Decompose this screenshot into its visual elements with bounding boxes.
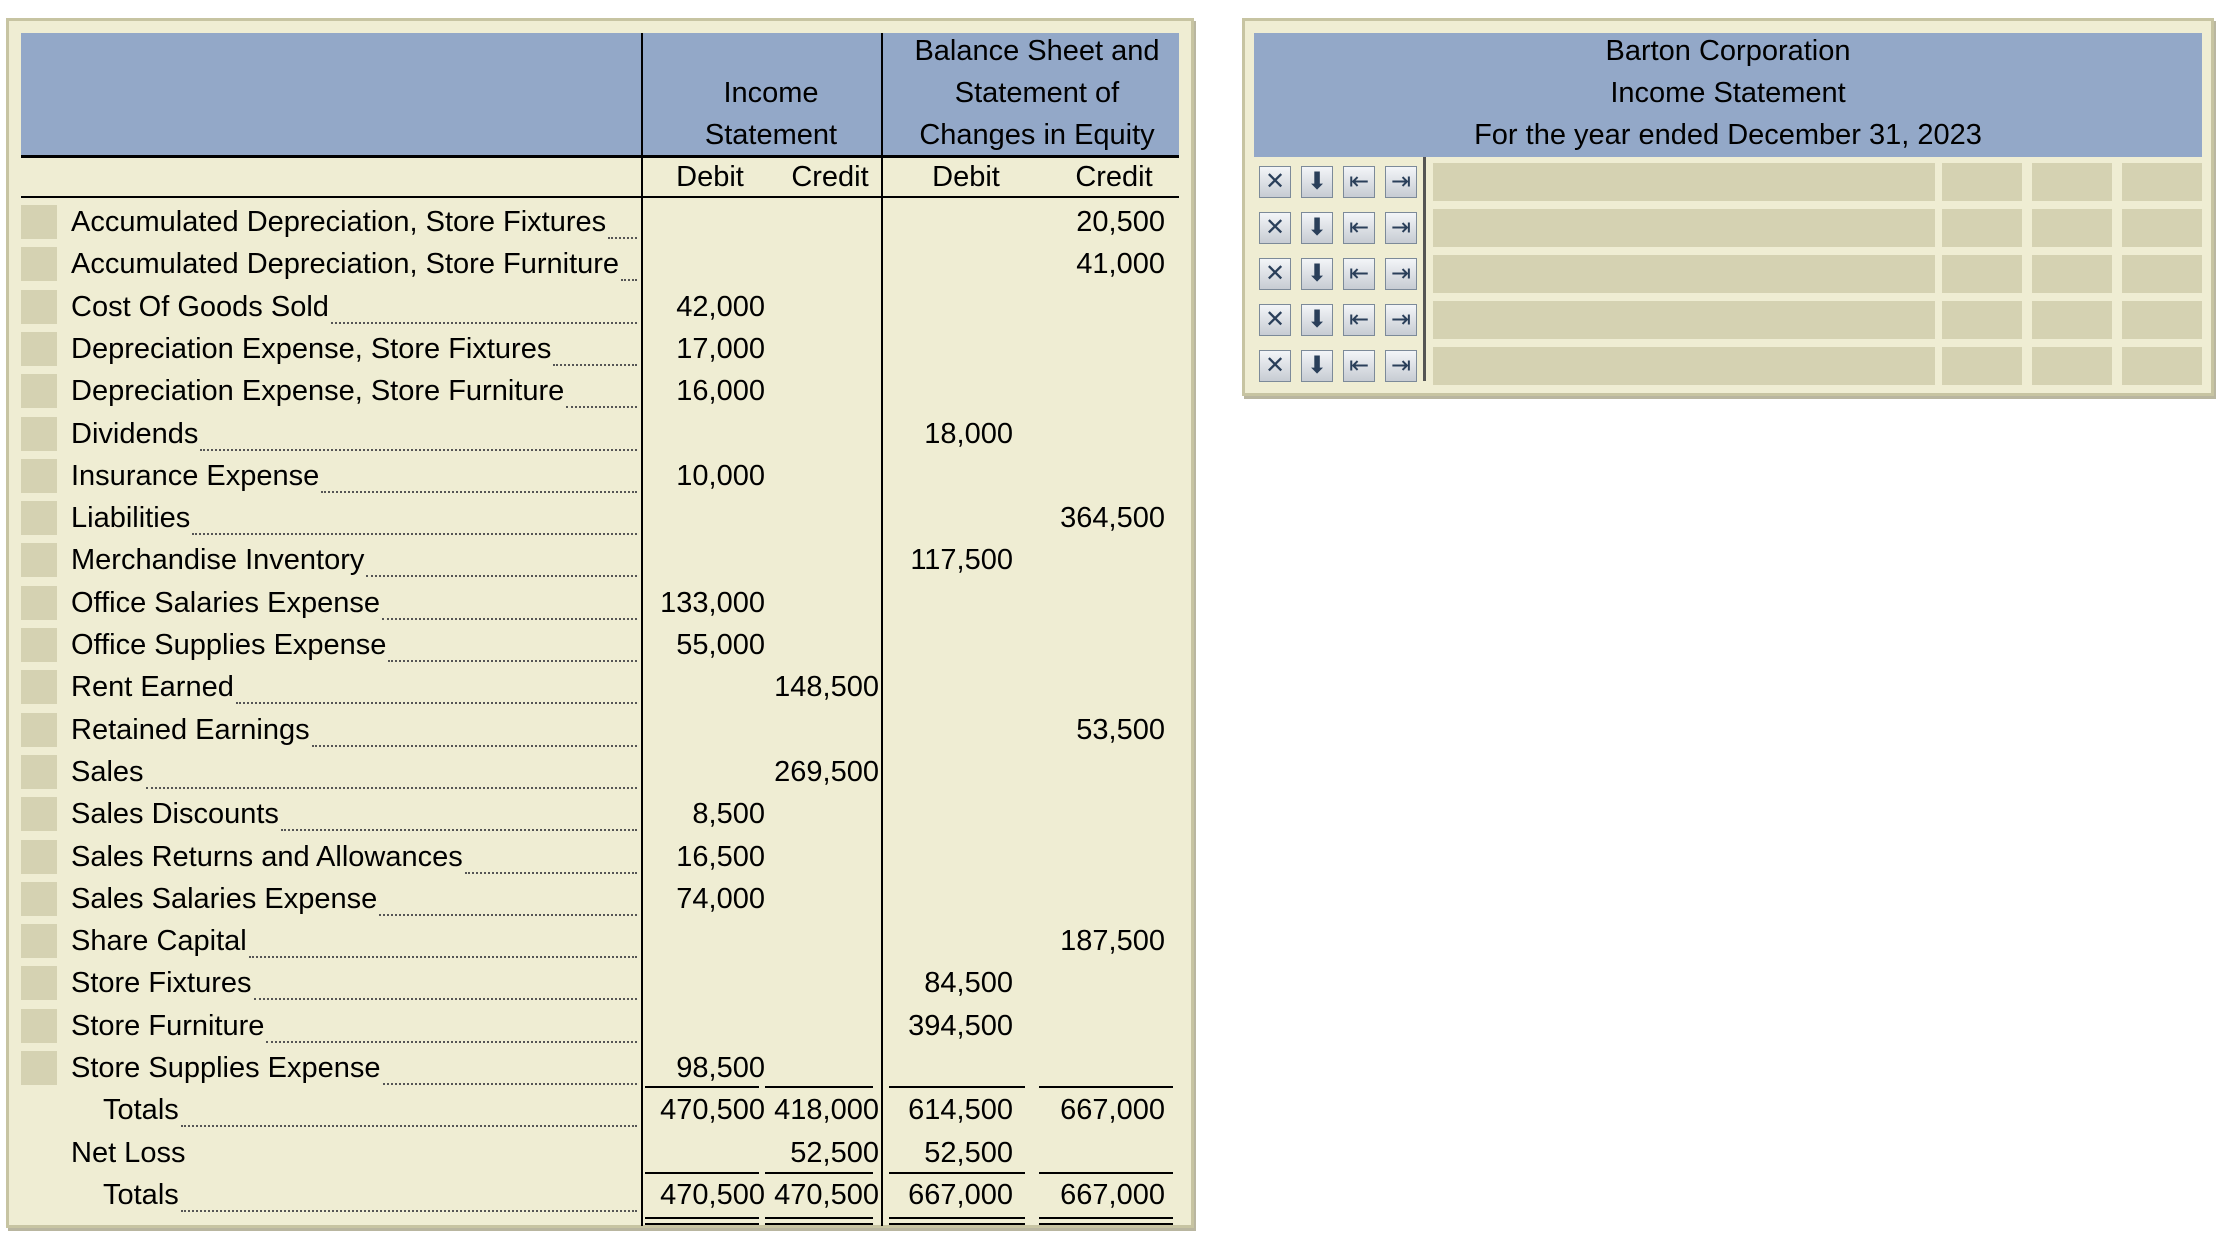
amount-input-3[interactable] xyxy=(2122,255,2202,293)
outdent-icon[interactable]: ⇤ xyxy=(1343,258,1375,290)
insert-row-icon[interactable]: ⬇ xyxy=(1301,212,1333,244)
amount-input-2[interactable] xyxy=(2032,163,2112,201)
account-label: Accumulated Depreciation, Store Fixtures xyxy=(71,206,607,238)
account-label: Merchandise Inventory xyxy=(71,544,365,577)
amount-input-1[interactable] xyxy=(1942,163,2022,201)
statement-title: Income Statement xyxy=(1610,77,1846,109)
bs-debit-header: Debit xyxy=(932,161,1000,193)
double-rule xyxy=(765,1223,873,1225)
double-rule xyxy=(889,1223,1025,1225)
indent-icon[interactable]: ⇥ xyxy=(1385,258,1417,290)
row-select-box[interactable] xyxy=(21,628,57,662)
account-label: Sales Discounts xyxy=(71,798,279,831)
leader-dots xyxy=(249,956,637,958)
leader-dots xyxy=(621,279,637,281)
row-select-box[interactable] xyxy=(21,755,57,789)
account-label: Totals xyxy=(103,1178,179,1211)
amount-bs-credit: 364,500 xyxy=(1060,502,1165,535)
amount-input-3[interactable] xyxy=(2122,301,2202,339)
amount-is-debit: 10,000 xyxy=(676,459,765,492)
bs-credit-header: Credit xyxy=(1075,161,1153,193)
amount-input-2[interactable] xyxy=(2032,255,2112,293)
leader-dots xyxy=(379,914,637,916)
subtotal-rule xyxy=(889,1086,1025,1088)
row-select-box[interactable] xyxy=(21,543,57,577)
row-select-box[interactable] xyxy=(21,670,57,704)
header-rule xyxy=(21,155,1179,158)
row-select-box[interactable] xyxy=(21,417,57,451)
amount-is-debit: 74,000 xyxy=(676,882,765,915)
delete-row-icon[interactable]: ✕ xyxy=(1259,350,1291,382)
indent-icon[interactable]: ⇥ xyxy=(1385,166,1417,198)
delete-row-icon[interactable]: ✕ xyxy=(1259,212,1291,244)
is-debit-header: Debit xyxy=(676,161,744,193)
insert-row-icon[interactable]: ⬇ xyxy=(1301,304,1333,336)
row-select-box[interactable] xyxy=(21,882,57,916)
double-rule xyxy=(1039,1223,1173,1225)
leader-dots xyxy=(254,998,637,1000)
net-loss-rule xyxy=(889,1172,1025,1174)
controls-divider xyxy=(1423,157,1426,381)
amount-is-credit: 52,500 xyxy=(790,1136,879,1169)
amount-is-credit: 418,000 xyxy=(774,1094,879,1127)
double-rule xyxy=(889,1217,1025,1219)
amount-input-1[interactable] xyxy=(1942,209,2022,247)
leader-dots xyxy=(312,745,637,747)
delete-row-icon[interactable]: ✕ xyxy=(1259,258,1291,290)
double-rule xyxy=(765,1217,873,1219)
balance-sheet-heading-line2: Statement of xyxy=(954,77,1120,109)
amount-bs-credit: 667,000 xyxy=(1060,1178,1165,1211)
leader-dots xyxy=(200,449,637,451)
row-select-box[interactable] xyxy=(21,1009,57,1043)
leader-dots xyxy=(465,872,637,874)
double-rule xyxy=(645,1217,759,1219)
amount-is-credit: 269,500 xyxy=(774,755,879,788)
line-item-input[interactable] xyxy=(1433,209,1935,247)
amount-bs-credit: 667,000 xyxy=(1060,1094,1165,1127)
line-item-input[interactable] xyxy=(1433,163,1935,201)
row-select-box[interactable] xyxy=(21,374,57,408)
leader-dots xyxy=(566,406,637,408)
net-loss-rule xyxy=(1039,1172,1173,1174)
amount-is-debit: 17,000 xyxy=(676,332,765,365)
subtotal-rule xyxy=(1039,1086,1173,1088)
amount-is-debit: 470,500 xyxy=(660,1094,765,1127)
amount-is-debit: 133,000 xyxy=(660,586,765,619)
leader-dots xyxy=(146,787,637,789)
amount-bs-credit: 53,500 xyxy=(1076,713,1165,746)
income-statement-heading-line2: Statement xyxy=(704,119,838,151)
subtotal-rule xyxy=(765,1086,873,1088)
account-label: Share Capital xyxy=(71,925,247,958)
company-name: Barton Corporation xyxy=(1605,35,1851,67)
insert-row-icon[interactable]: ⬇ xyxy=(1301,258,1333,290)
leader-dots xyxy=(236,702,637,704)
account-label: Office Supplies Expense xyxy=(71,629,387,661)
leader-dots xyxy=(321,491,637,493)
line-item-input[interactable] xyxy=(1433,347,1935,385)
account-label: Depreciation Expense, Store Fixtures xyxy=(71,332,552,365)
account-label: Totals xyxy=(103,1094,179,1127)
leader-dots xyxy=(383,1083,637,1085)
account-label: Accumulated Depreciation, Store Furniture xyxy=(71,248,620,281)
net-loss-rule xyxy=(645,1172,759,1174)
amount-is-credit: 470,500 xyxy=(774,1178,879,1211)
account-label: Rent Earned xyxy=(71,671,234,704)
leader-dots xyxy=(192,533,637,535)
delete-row-icon[interactable]: ✕ xyxy=(1259,304,1291,336)
amount-bs-debit: 117,500 xyxy=(910,544,1013,577)
row-select-box[interactable] xyxy=(21,247,57,281)
leader-dots xyxy=(608,237,637,239)
leader-dots xyxy=(366,575,637,577)
double-rule xyxy=(1039,1217,1173,1219)
account-label: Cost Of Goods Sold xyxy=(71,290,329,323)
insert-row-icon[interactable]: ⬇ xyxy=(1301,350,1333,382)
leader-dots xyxy=(553,364,637,366)
indent-icon[interactable]: ⇥ xyxy=(1385,304,1417,336)
amount-bs-debit: 18,000 xyxy=(924,417,1013,450)
amount-input-3[interactable] xyxy=(2122,163,2202,201)
amount-bs-debit: 84,500 xyxy=(924,967,1013,1000)
amount-is-debit: 42,000 xyxy=(676,290,765,323)
amount-bs-debit: 394,500 xyxy=(908,1009,1013,1042)
row-select-box[interactable] xyxy=(21,290,57,324)
subtotal-rule xyxy=(645,1086,759,1088)
amount-bs-credit: 187,500 xyxy=(1060,925,1165,958)
amount-input-2[interactable] xyxy=(2032,347,2112,385)
amount-is-debit: 98,500 xyxy=(676,1052,765,1084)
account-label: Liabilities xyxy=(71,502,191,535)
leader-dots xyxy=(181,1210,637,1212)
amount-input-1[interactable] xyxy=(1942,347,2022,385)
row-select-box[interactable] xyxy=(21,966,57,1000)
amount-input-3[interactable] xyxy=(2122,209,2202,247)
outdent-icon[interactable]: ⇤ xyxy=(1343,212,1375,244)
amount-bs-debit: 667,000 xyxy=(908,1178,1013,1211)
account-label: Insurance Expense xyxy=(71,459,320,492)
amount-bs-debit: 614,500 xyxy=(908,1094,1013,1127)
amount-bs-credit: 20,500 xyxy=(1076,206,1165,238)
leader-dots xyxy=(331,322,637,324)
amount-input-1[interactable] xyxy=(1942,255,2022,293)
account-label: Sales xyxy=(71,755,144,788)
leader-dots xyxy=(181,1125,637,1127)
double-rule xyxy=(645,1223,759,1225)
line-item-input[interactable] xyxy=(1433,301,1935,339)
amount-input-2[interactable] xyxy=(2032,301,2112,339)
account-label: Sales Salaries Expense xyxy=(71,882,378,915)
amount-input-1[interactable] xyxy=(1942,301,2022,339)
amount-bs-debit: 52,500 xyxy=(924,1136,1013,1169)
income-statement-heading-line1: Income xyxy=(723,77,819,109)
balance-sheet-heading-line1: Balance Sheet and xyxy=(914,35,1160,67)
outdent-icon[interactable]: ⇤ xyxy=(1343,350,1375,382)
row-select-box[interactable] xyxy=(21,797,57,831)
amount-is-debit: 8,500 xyxy=(692,798,765,831)
amount-input-2[interactable] xyxy=(2032,209,2112,247)
row-select-box[interactable] xyxy=(21,332,57,366)
account-label: Store Fixtures xyxy=(71,967,252,1000)
row-select-box[interactable] xyxy=(21,459,57,493)
row-select-box[interactable] xyxy=(21,840,57,874)
amount-is-credit: 148,500 xyxy=(774,671,879,704)
leader-dots xyxy=(281,829,637,831)
leader-dots xyxy=(388,660,637,662)
amount-bs-credit: 41,000 xyxy=(1076,248,1165,281)
balance-sheet-heading-line3: Changes in Equity xyxy=(919,119,1155,151)
row-select-box[interactable] xyxy=(21,924,57,958)
outdent-icon[interactable]: ⇤ xyxy=(1343,304,1375,336)
account-label: Sales Returns and Allowances xyxy=(71,840,463,873)
row-select-box[interactable] xyxy=(21,713,57,747)
account-label: Retained Earnings xyxy=(71,713,310,746)
worksheet-panel xyxy=(6,18,1194,1228)
statement-period: For the year ended December 31, 2023 xyxy=(1474,119,1982,151)
is-credit-header: Credit xyxy=(791,161,869,193)
account-label: Store Furniture xyxy=(71,1009,265,1042)
row-select-box[interactable] xyxy=(21,501,57,535)
amount-is-debit: 55,000 xyxy=(676,629,765,661)
amount-is-debit: 16,000 xyxy=(676,375,765,408)
account-label: Net Loss xyxy=(71,1136,186,1169)
insert-row-icon[interactable]: ⬇ xyxy=(1301,166,1333,198)
amount-is-debit: 16,500 xyxy=(676,840,765,873)
income-statement-panel xyxy=(1242,18,2214,396)
row-select-box[interactable] xyxy=(21,205,57,239)
col-divider-1 xyxy=(641,33,643,1226)
account-label: Store Supplies Expense xyxy=(71,1052,381,1084)
indent-icon[interactable]: ⇥ xyxy=(1385,350,1417,382)
amount-input-3[interactable] xyxy=(2122,347,2202,385)
delete-row-icon[interactable]: ✕ xyxy=(1259,166,1291,198)
outdent-icon[interactable]: ⇤ xyxy=(1343,166,1375,198)
subheader-rule xyxy=(21,196,1179,198)
account-label: Office Salaries Expense xyxy=(71,586,380,619)
indent-icon[interactable]: ⇥ xyxy=(1385,212,1417,244)
net-loss-rule xyxy=(765,1172,873,1174)
row-select-box[interactable] xyxy=(21,586,57,620)
col-divider-2 xyxy=(881,33,883,1226)
row-select-box[interactable] xyxy=(21,1051,57,1085)
account-label: Dividends xyxy=(71,417,199,450)
leader-dots xyxy=(266,1041,637,1043)
account-label: Depreciation Expense, Store Furniture xyxy=(71,375,565,408)
amount-is-debit: 470,500 xyxy=(660,1178,765,1211)
line-item-input[interactable] xyxy=(1433,255,1935,293)
leader-dots xyxy=(382,618,637,620)
